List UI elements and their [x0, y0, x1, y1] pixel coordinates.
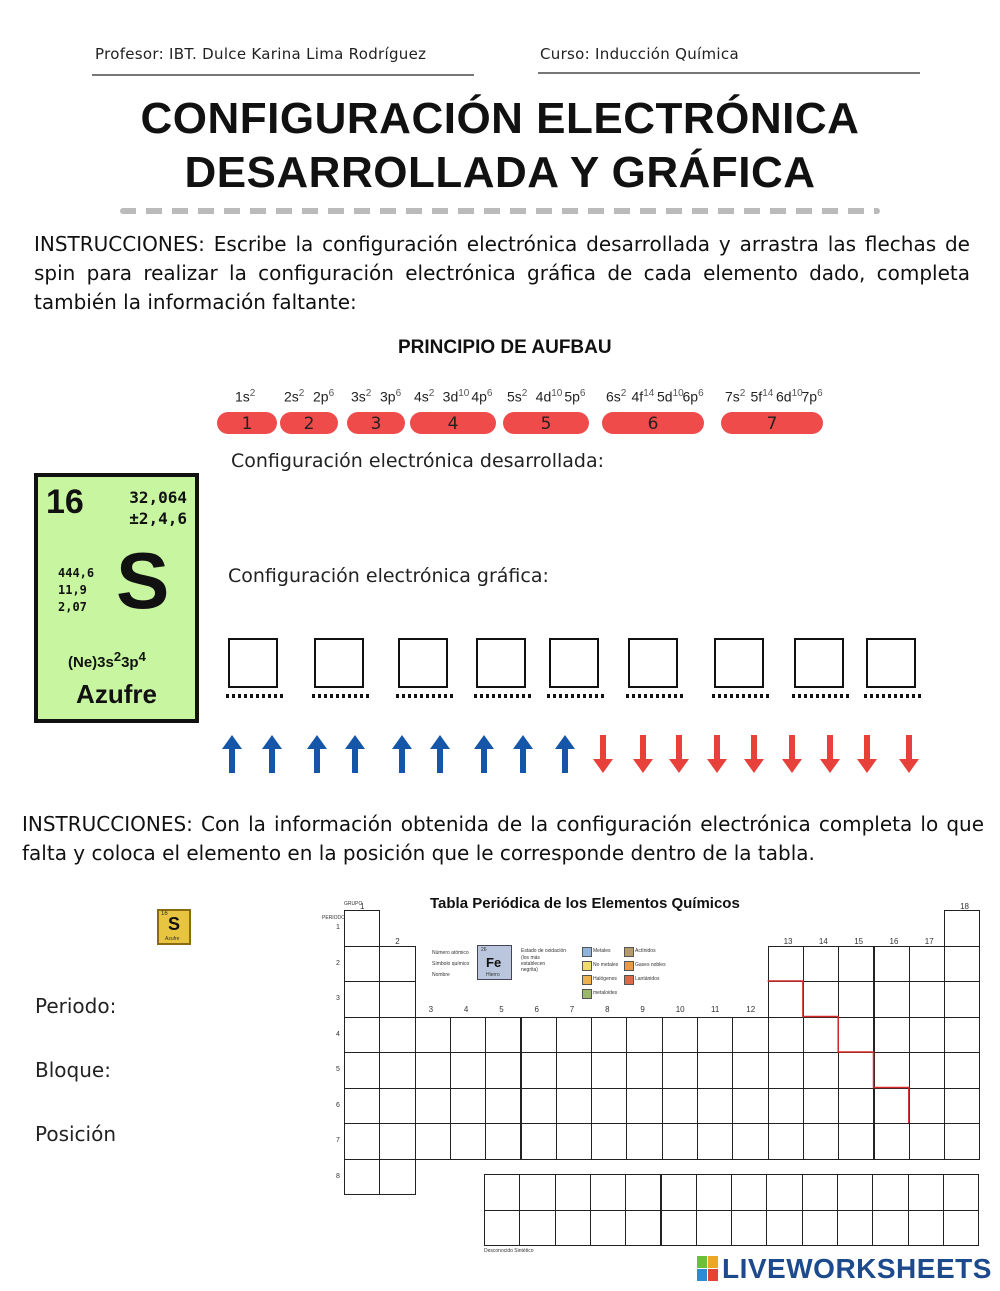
sublevel-capacity: 14: [643, 388, 655, 399]
block-field-label: Bloque:: [35, 1058, 111, 1082]
sublevel-capacity: 2: [739, 388, 746, 399]
sublevel-capacity: 10: [551, 388, 563, 399]
sublevel-capacity: 10: [672, 388, 684, 399]
small-tile-symbol: S: [168, 914, 181, 934]
sublevel-name: 7p: [801, 388, 818, 405]
legend-key-label: Símbolo químico: [432, 961, 470, 967]
pt-period-label: 4: [336, 1030, 340, 1038]
legend-sample-number: 26: [481, 947, 487, 953]
periodic-table-title: Tabla Periódica de los Elementos Químicos: [430, 895, 740, 912]
pt-period-label: 7: [336, 1137, 340, 1144]
developed-config-label: Configuración electrónica desarrollada:: [231, 450, 605, 472]
legend-swatch: [582, 989, 592, 999]
pt-group-label: 14: [818, 936, 828, 946]
sublevel-name: 6d: [776, 388, 792, 405]
pt-group-label: 3: [428, 1004, 434, 1014]
pt-group-label: 2: [395, 936, 400, 946]
pt-group-label: 18: [960, 902, 969, 911]
sublevel-name: 7s: [725, 388, 740, 405]
sublevel-capacity: 6: [328, 388, 335, 399]
sublevel-name: 1s: [235, 388, 250, 405]
sublevel-capacity: 2: [620, 388, 627, 399]
sublevel-name: 3s: [351, 388, 366, 405]
sublevel-name: 2s: [284, 388, 299, 405]
element-symbol: S: [116, 536, 170, 625]
pt-group-word: GRUPO: [344, 901, 363, 907]
cfg-prefix: (Ne)3s: [68, 654, 114, 671]
pt-period-label: 8: [336, 1172, 340, 1180]
legend-label: Halógenos: [593, 976, 617, 982]
legend-label: Lantánidos: [635, 976, 660, 982]
legend-label: metaloides: [593, 990, 618, 996]
period-field-label: Periodo:: [35, 994, 117, 1018]
sublevel-name: 6s: [606, 388, 621, 405]
sublevel-capacity: 6: [395, 388, 402, 399]
pt-footnote: Desconocido Sintético: [484, 1248, 534, 1254]
sublevel-capacity: 6: [579, 388, 586, 399]
pt-group-label: 7: [569, 1004, 575, 1014]
sublevel-name: 4d: [535, 388, 552, 405]
sublevel-name: 5p: [564, 388, 580, 405]
sublevel-name: 4f: [631, 388, 644, 405]
pt-group-label: 4: [463, 1004, 469, 1014]
pt-group-label: 17: [924, 936, 934, 946]
liveworksheets-logo-icon: [697, 1256, 719, 1282]
legend-label: Actínidos: [635, 948, 656, 954]
legend-swatch: [582, 947, 592, 957]
graphic-config-label: Configuración electrónica gráfica:: [228, 565, 549, 587]
sublevel-capacity: 2: [521, 388, 528, 399]
prop-density: 2,07: [58, 600, 87, 614]
aufbau-level-2: 2: [280, 412, 338, 434]
sublevel-capacity: 10: [458, 388, 470, 399]
oxidation-states: ±2,4,6: [129, 509, 187, 528]
sublevel-capacity: 2: [249, 388, 256, 399]
pt-period-label: 3: [336, 995, 340, 1002]
aufbau-level-3: 3: [347, 412, 405, 434]
course-label: Curso: Inducción Química: [540, 45, 739, 63]
sublevel-capacity: 6: [486, 388, 493, 399]
aufbau-level-7: 7: [721, 412, 823, 434]
mass-value: 32,064: [129, 488, 187, 507]
cfg-mid: 3p: [121, 654, 139, 671]
sublevel-name: 3p: [380, 388, 396, 405]
legend-swatch: [624, 947, 634, 957]
legend-sample-symbol: Fe: [486, 955, 502, 970]
cfg-e2: 4: [138, 649, 146, 664]
pt-group-label: 8: [605, 1004, 610, 1014]
legend-label: Metales: [593, 948, 611, 954]
instructions-2: INSTRUCCIONES: Con la información obtenida de la configuración electrónica completa lo que falta y coloca el elemento en la posición que le corresponde dentro de la tabla.: [22, 812, 984, 865]
element-name: Azufre: [76, 679, 157, 709]
pt-group-label: 12: [746, 1004, 756, 1014]
pt-period-label: 6: [336, 1101, 340, 1109]
liveworksheets-brand[interactable]: LIVEWORKSHEETS: [722, 1253, 992, 1284]
small-tile-number: 16: [161, 911, 168, 917]
pt-group-label: 1: [360, 902, 365, 911]
small-tile-name: Azufre: [165, 936, 180, 942]
legend-swatch: [582, 975, 592, 985]
aufbau-level-5: 5: [503, 412, 589, 434]
sublevel-capacity: 6: [698, 388, 704, 399]
legend-swatch: [624, 961, 634, 971]
legend-swatch: [624, 975, 634, 985]
legend-swatch: [582, 961, 592, 971]
legend-oxidation-title: Estado de oxidación: [521, 948, 567, 954]
pt-group-label: 15: [854, 936, 864, 946]
aufbau-title: PRINCIPIO DE AUFBAU: [398, 337, 612, 358]
sublevel-name: 6p: [682, 388, 699, 405]
aufbau-level-1: 1: [217, 412, 277, 434]
sublevel-capacity: 6: [817, 388, 823, 399]
sublevel-capacity: 10: [791, 388, 803, 399]
sublevel-name: 4s: [414, 388, 429, 405]
legend-key-label: Nombre: [432, 972, 450, 978]
sublevel-capacity: 2: [428, 388, 435, 399]
sublevel-capacity: 2: [298, 388, 305, 399]
legend-oxidation-sub: (los más establecen negrita): [521, 955, 546, 973]
pt-period-label: 1: [336, 924, 340, 931]
position-field-label: Posición: [35, 1122, 117, 1146]
sublevel-name: 3d: [442, 388, 459, 405]
teacher-label: Profesor: IBT. Dulce Karina Lima Rodríguez: [95, 45, 427, 63]
legend-label: Gases nobles: [635, 962, 666, 968]
pt-group-label: 10: [675, 1004, 685, 1014]
aufbau-level-4: 4: [410, 412, 496, 434]
pt-period-word: PERIODO: [322, 915, 346, 921]
pt-period-label: 5: [336, 1066, 340, 1073]
page-title-line1: CONFIGURACIÓN ELECTRÓNICA: [140, 94, 860, 143]
pt-group-label: 16: [889, 936, 899, 946]
legend-sample-name: Hierro: [486, 972, 500, 978]
pt-group-label: 9: [640, 1004, 645, 1014]
sublevel-capacity: 2: [365, 388, 372, 399]
pt-group-label: 11: [711, 1004, 720, 1014]
pt-group-label: 5: [499, 1004, 504, 1014]
atomic-number: 16: [46, 483, 84, 521]
instructions-1: INSTRUCCIONES: Escribe la configuración electrónica desarrollada y arrastra las flechas de spin para realizar la configuración electrónica gráfica de cada elemento dado, completa también la información faltante:: [34, 232, 970, 314]
pt-group-label: 13: [783, 936, 793, 946]
legend-sample-tile: [477, 945, 512, 980]
pt-period-label: 2: [336, 959, 340, 967]
sublevel-name: 5s: [507, 388, 522, 405]
pt-group-label: 6: [534, 1004, 539, 1014]
legend-key-label: Número atómico: [432, 950, 469, 956]
sublevel-name: 5f: [750, 388, 763, 405]
prop-melting: 11,9: [58, 583, 87, 597]
sublevel-name: 4p: [471, 388, 487, 405]
page-title-line2: DESARROLLADA Y GRÁFICA: [184, 148, 816, 197]
sublevel-capacity: 14: [762, 388, 774, 399]
sublevel-name: 2p: [313, 388, 329, 405]
aufbau-level-6: 6: [602, 412, 704, 434]
sublevel-name: 5d: [657, 388, 673, 405]
legend-label: No metales: [593, 962, 619, 968]
prop-boiling: 444,6: [58, 566, 95, 580]
cfg-e1: 2: [113, 649, 122, 664]
